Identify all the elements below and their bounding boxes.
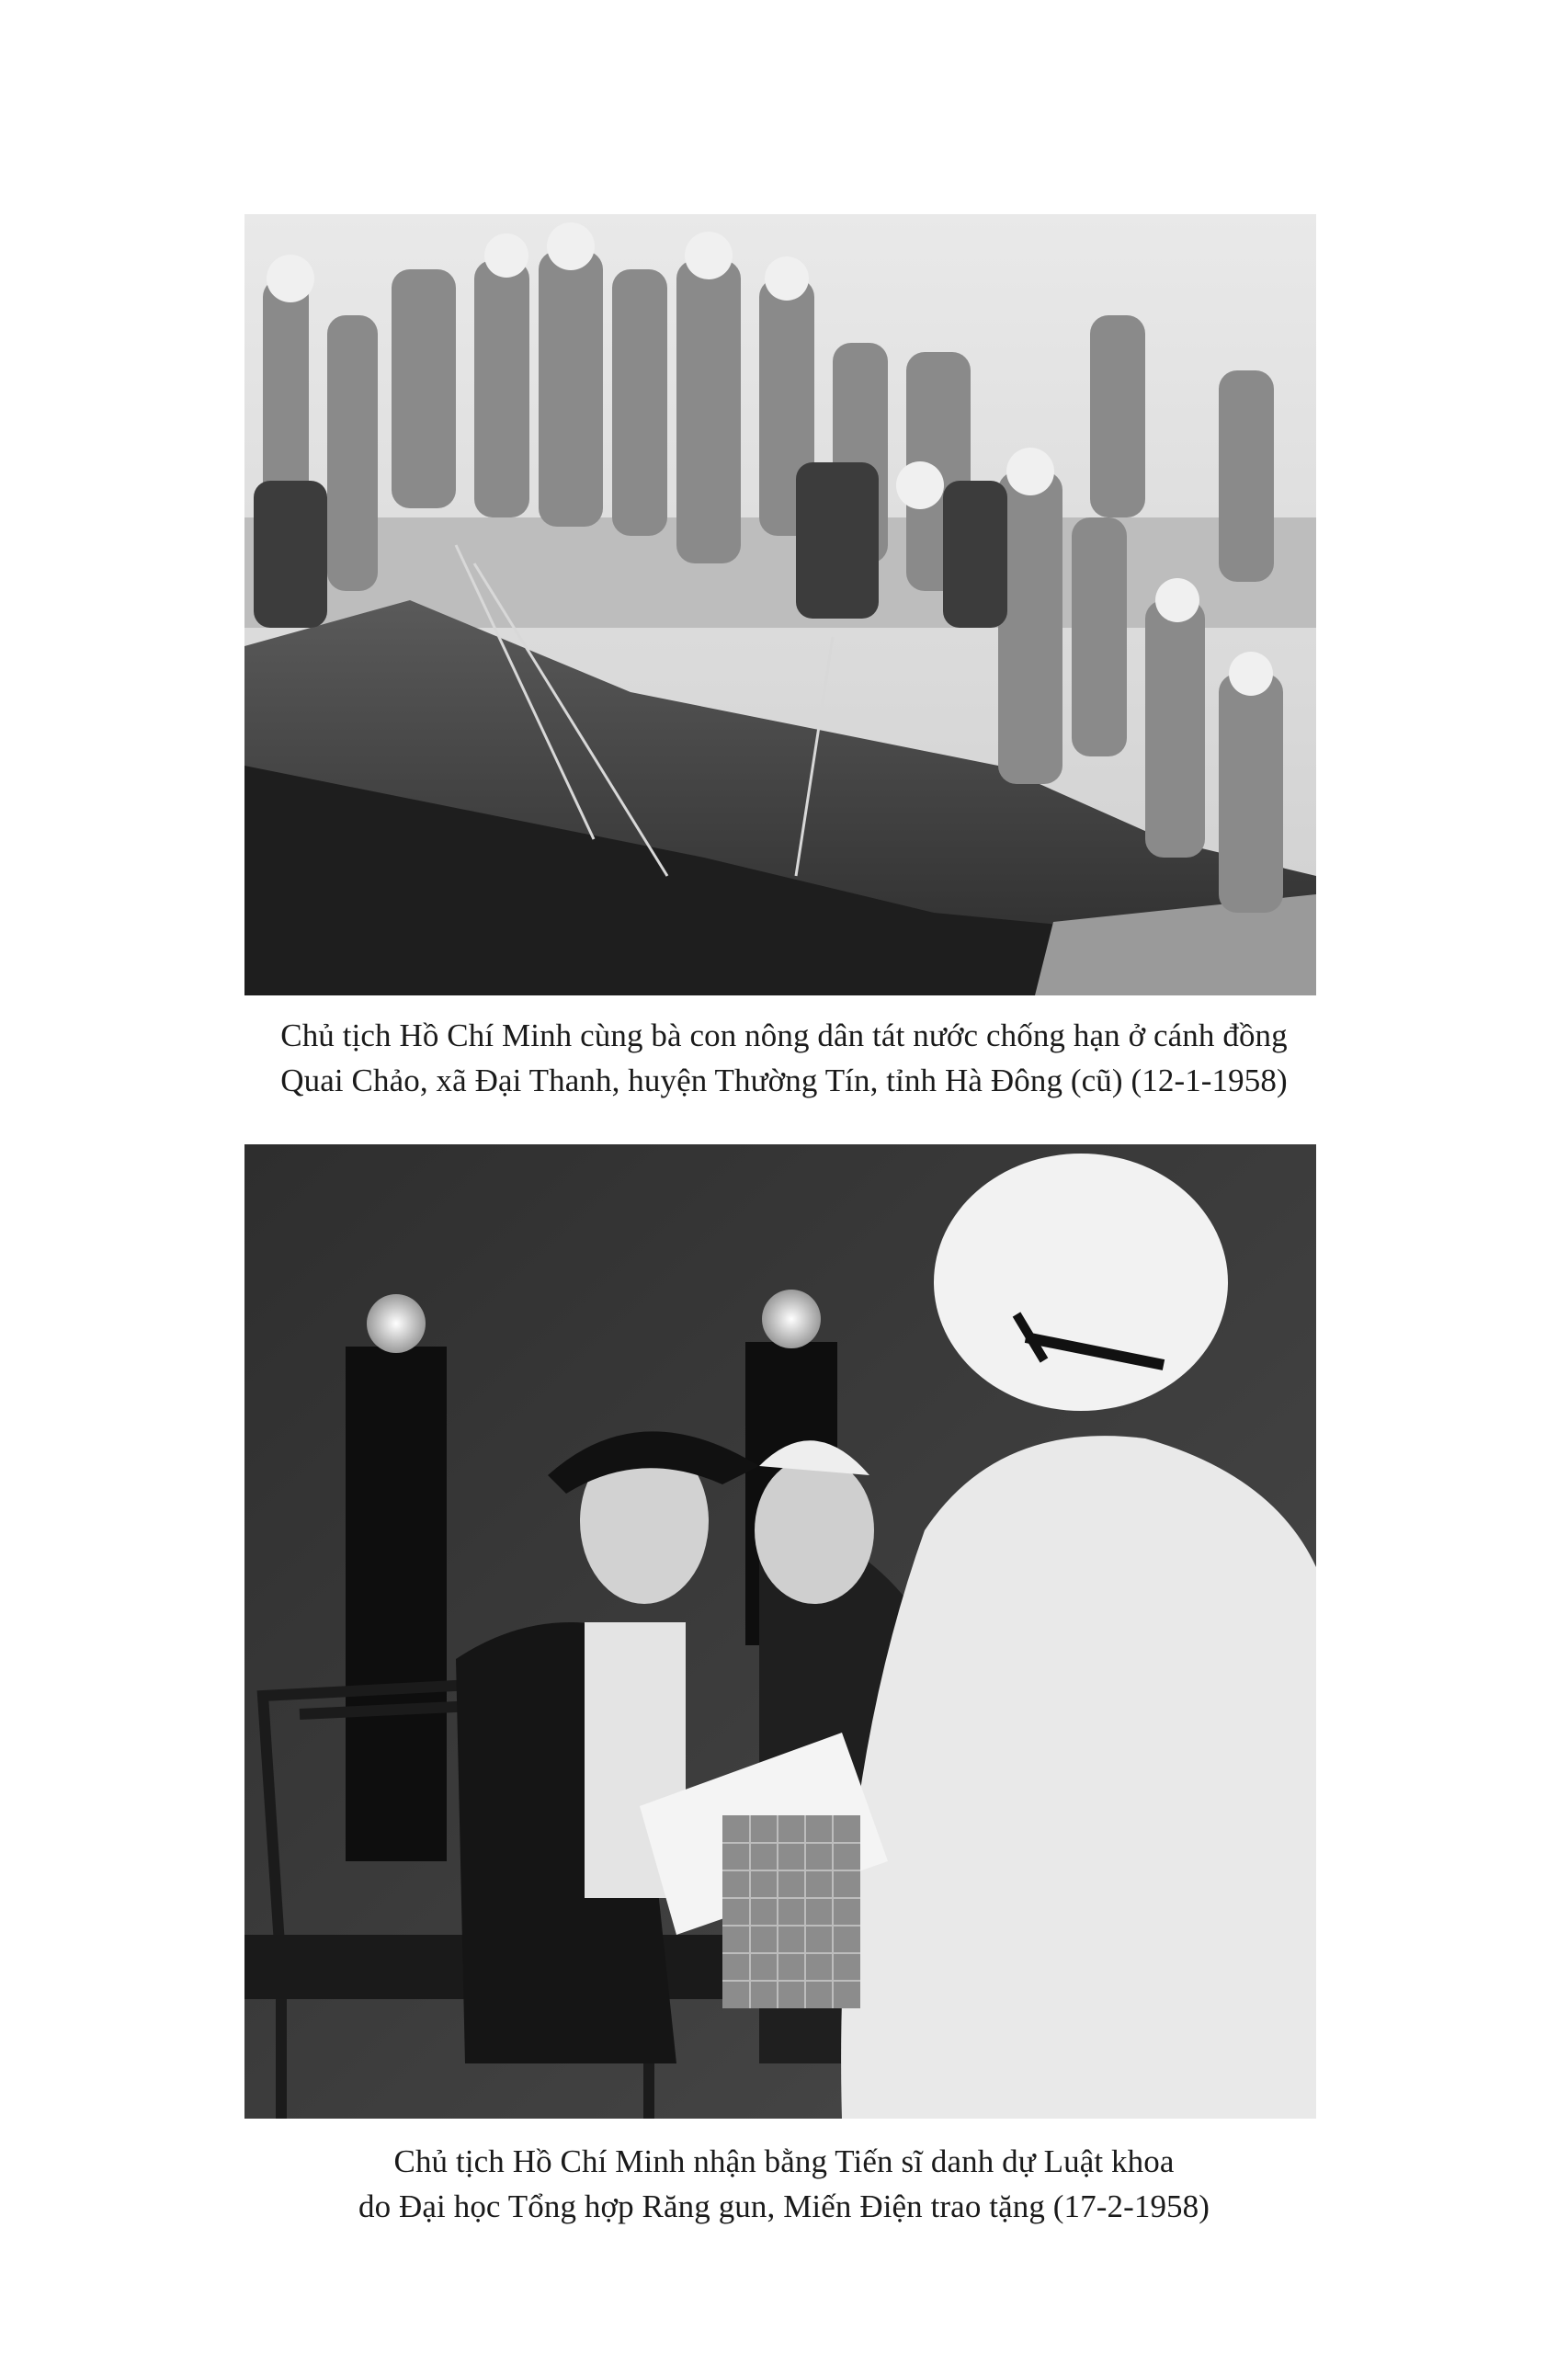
- caption-line: do Đại học Tổng hợp Răng gun, Miến Điện trao tặng (17-2-1958): [358, 2188, 1210, 2224]
- photo-1-illustration: [244, 214, 1316, 995]
- photo-2-illustration: [244, 1144, 1316, 2119]
- photo-farmers-drought-relief: [244, 214, 1316, 995]
- photo-honorary-doctorate: [244, 1144, 1316, 2119]
- caption-line: Quai Chảo, xã Đại Thanh, huyện Thường Tín, tỉnh Hà Đông (cũ) (12-1-1958): [280, 1063, 1288, 1098]
- caption-line: Chủ tịch Hồ Chí Minh cùng bà con nông dân tát nước chống hạn ở cánh đồng: [280, 1017, 1288, 1053]
- photo-caption: [184, 2139, 1384, 2229]
- photo-caption: [184, 1013, 1384, 1103]
- caption-line: Chủ tịch Hồ Chí Minh nhận bằng Tiến sĩ danh dự Luật khoa: [393, 2143, 1175, 2179]
